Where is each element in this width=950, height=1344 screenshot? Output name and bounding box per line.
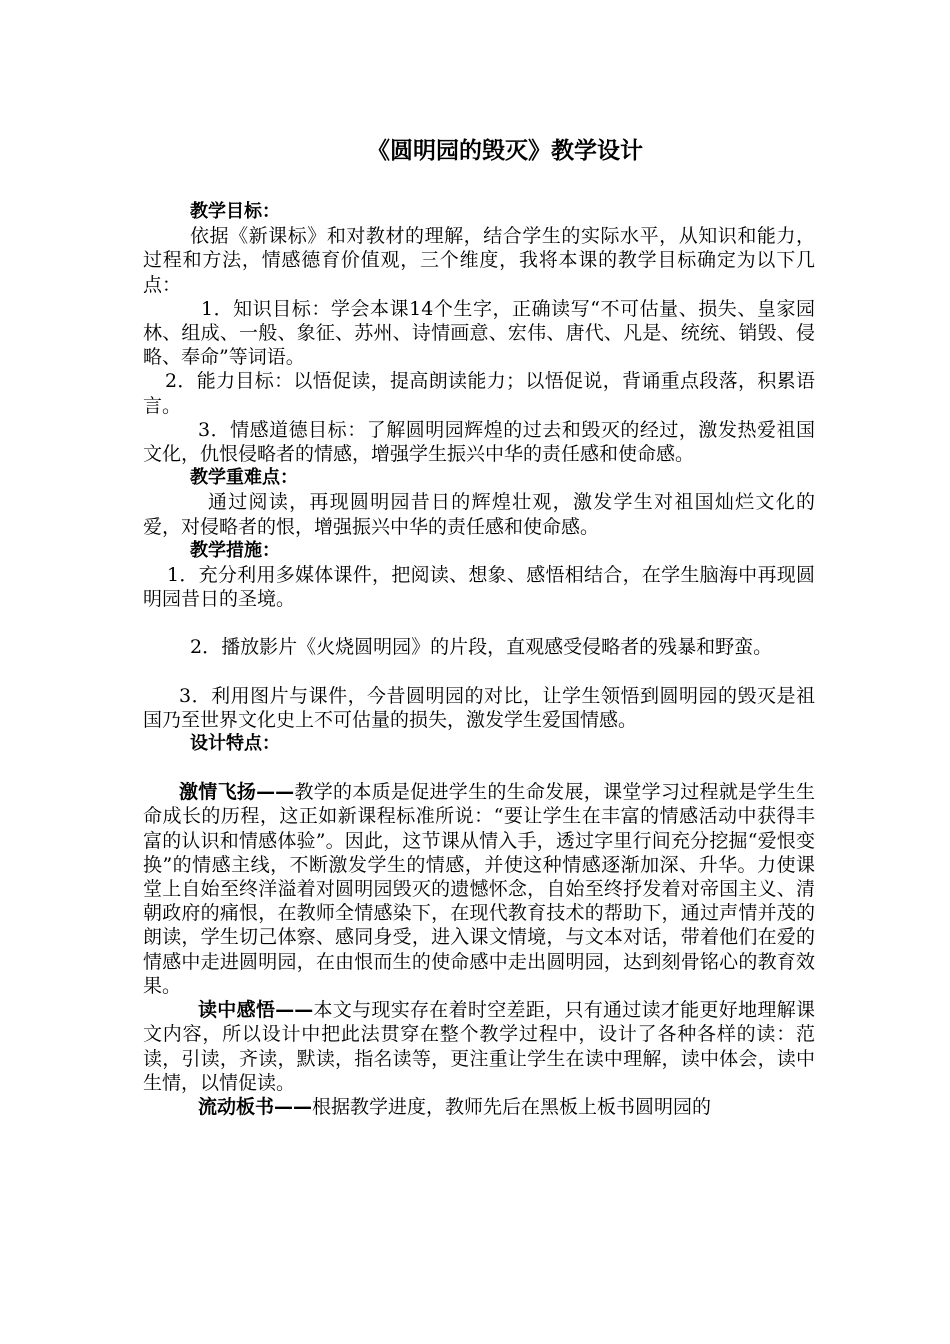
measures-heading: 教学措施： <box>190 539 280 561</box>
teaching-goals-intro: 依据《新课标》和对教材的理解，结合学生的实际水平，从知识和能力，过程和方法，情感德育价值观，三个维度，我将本课的教学目标确定为以下几点： <box>143 225 815 296</box>
feature-passion-text: 教学的本质是促进学生的生命发展，课堂学习过程就是学生生命成长的历程，这正如新课程标准所说：“要让学生在丰富的情感活动中获得丰富的认识和情感体验”。因此，这节课从情入手，透过字里行间充分挖掘“爱恨变换”的情感主线，不断激发学生的情感，并使这种情感逐渐加深、升华。力使课堂上自始至终洋溢着对圆明园毁灭的遗憾怀念，自始至终抒发着对帝国主义、清朝政府的痛恨，在教师全情感染下，在现代教育技术的帮助下，通过声情并茂的朗读，学生切己体察、感同身受，进入课文情境，与文本对话，带着他们在爱的情感中走进圆明园，在由恨而生的使命感中走出圆明园，达到刻骨铭心的教育效果。 <box>143 781 815 997</box>
document-title: 《圆明园的毁灭》教学设计 <box>367 138 643 164</box>
knowledge-goal: 1．知识目标：学会本课14个生字，正确读写“不可估量、损失、皇家园林、组成、一般、象征、苏州、诗情画意、宏伟、唐代、凡是、统统、销毁、侵略、奉命”等词语。 <box>143 297 815 369</box>
feature-passion-lead: 激情飞扬—— <box>179 781 295 804</box>
key-points-text: 通过阅读，再现圆明园昔日的辉煌壮观，激发学生对祖国灿烂文化的爱，对侵略者的恨，增强振兴中华的责任感和使命感。 <box>143 491 815 538</box>
ability-goal: 2．能力目标：以悟促读，提高朗读能力；以悟促说，背诵重点段落，积累语言。 <box>143 370 815 417</box>
feature-reading-lead: 读中感悟—— <box>198 999 314 1022</box>
feature-reading-text: 本文与现实存在着时空差距，只有通过读才能更好地理解课文内容，所以设计中把此法贯穿在整个教学过程中，设计了各种各样的读：范读，引读，齐读，默读，指名读等，更注重让学生在读中理解，读中体会，读中生情，以情促读。 <box>143 999 815 1094</box>
feature-blackboard <box>143 1095 815 1119</box>
measure-item-3: 3．利用图片与课件，今昔圆明园的对比，让学生领悟到圆明园的毁灭是祖国乃至世界文化史上不可估量的损失，激发学生爱国情感。 <box>143 684 815 731</box>
feature-blackboard-text: 根据教学进度，教师先后在黑板上板书圆明园的 <box>312 1095 712 1118</box>
key-points-heading: 教学重难点： <box>190 467 298 489</box>
document-body <box>143 200 815 1119</box>
feature-reading <box>143 998 815 1095</box>
emotion-goal: 3．情感道德目标：了解圆明园辉煌的过去和毁灭的经过，激发热爱祖国文化，仇恨侵略者的情感，增强学生振兴中华的责任感和使命感。 <box>143 418 815 466</box>
teaching-goals-heading: 教学目标： <box>190 201 280 222</box>
feature-blackboard-lead: 流动板书—— <box>198 1095 313 1118</box>
feature-passion <box>143 780 815 998</box>
measure-item-1: 1．充分利用多媒体课件，把阅读、想象、感悟相结合，在学生脑海中再现圆明园昔日的圣境。 <box>143 564 815 611</box>
measure-item-2: 2．播放影片《火烧圆明园》的片段，直观感受侵略者的残暴和野蛮。 <box>190 636 773 659</box>
features-heading: 设计特点： <box>190 733 280 755</box>
